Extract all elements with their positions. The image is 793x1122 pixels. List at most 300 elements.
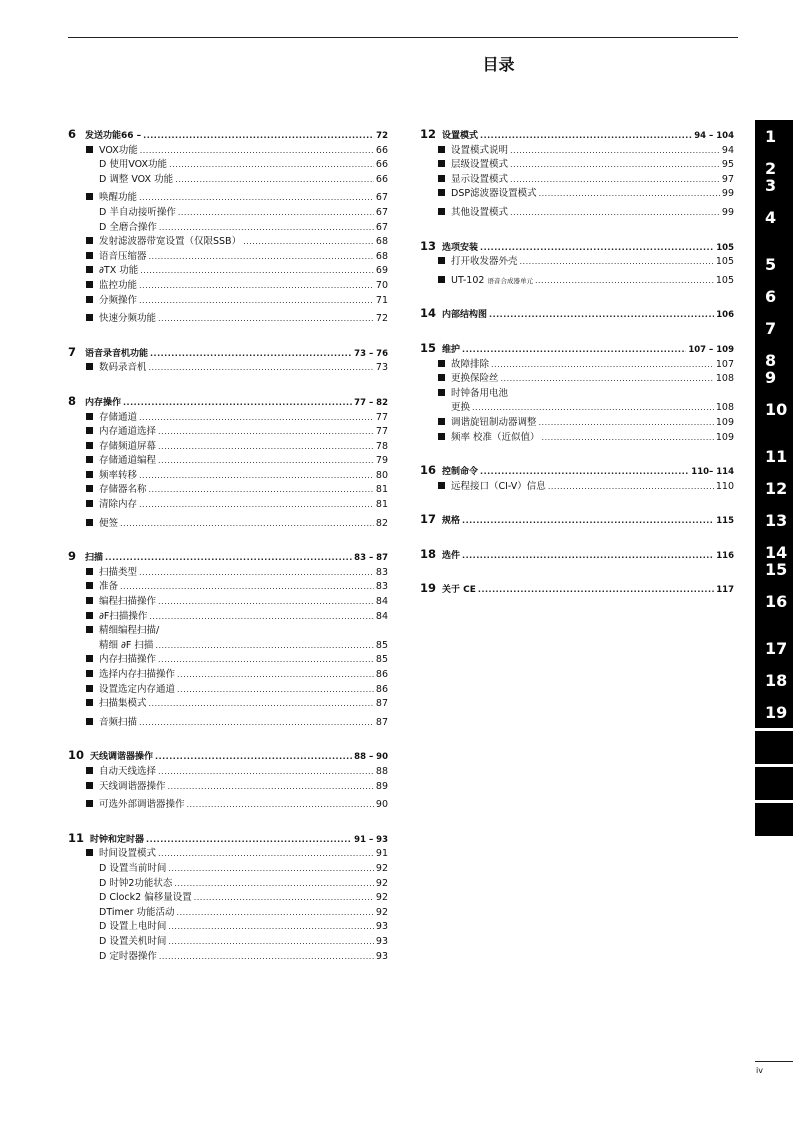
page-ref: 81 <box>375 499 388 511</box>
chapter-tab-17[interactable] <box>755 632 793 664</box>
dot-leader <box>175 173 374 188</box>
square-bullet-icon <box>86 456 93 463</box>
page-ref: 108 <box>715 373 734 385</box>
toc-entry[interactable] <box>68 264 388 279</box>
square-bullet-icon <box>86 597 93 604</box>
square-bullet-icon <box>86 626 93 633</box>
dot-leader <box>139 716 374 731</box>
square-bullet-icon <box>438 360 445 367</box>
entry-text: 监控功能 <box>99 279 138 291</box>
square-bullet-icon <box>86 582 93 589</box>
page-ref: 106 <box>716 310 734 321</box>
chapter-tab-label: 6 <box>765 287 777 306</box>
entry-text: ∂TX 功能 <box>99 265 139 277</box>
dot-leader <box>143 129 374 144</box>
toc-entry[interactable] <box>68 312 388 327</box>
toc-entry[interactable] <box>68 517 388 532</box>
chapter-tab-16[interactable] <box>755 592 793 632</box>
page-ref: 105 <box>715 256 734 268</box>
page-ref: 88 – 90 <box>354 752 388 763</box>
page-ref: 71 <box>375 294 388 306</box>
dot-leader <box>146 833 352 848</box>
toc-entry[interactable] <box>420 144 734 159</box>
section-number: 8 <box>68 393 77 408</box>
chapter-tab-label: 3 <box>765 176 777 195</box>
chapter-tabs <box>755 120 793 836</box>
square-bullet-icon <box>86 800 93 807</box>
toc-entry[interactable] <box>68 877 388 892</box>
page-ref: 93 <box>375 921 388 933</box>
chapter-tab-label: 14 <box>765 543 788 562</box>
toc-entry[interactable] <box>420 358 734 373</box>
dot-leader <box>194 891 374 906</box>
section-number: 18 <box>420 546 437 561</box>
section-title: 选项安装 <box>442 242 479 253</box>
entry-text: 设置模式说明 <box>451 144 509 156</box>
chapter-tab-label: 17 <box>765 639 788 658</box>
toc-entry[interactable] <box>68 683 388 698</box>
dot-leader <box>472 401 714 416</box>
toc-entry[interactable] <box>68 935 388 950</box>
dot-leader <box>140 264 374 279</box>
toc-section-entry[interactable] <box>420 463 734 480</box>
toc-section-entry[interactable] <box>68 748 388 765</box>
page-ref: 70 <box>375 279 388 291</box>
chapter-tab-1[interactable] <box>755 120 793 152</box>
toc-entry[interactable] <box>68 906 388 921</box>
entry-text: 精细 ∂F 扫描 <box>99 639 154 651</box>
square-bullet-icon <box>438 418 445 425</box>
square-bullet-icon <box>86 782 93 789</box>
spacer <box>68 730 388 748</box>
toc-section-entry[interactable] <box>420 341 734 358</box>
chapter-tab-label: 1 <box>765 127 777 146</box>
dot-leader <box>120 517 374 532</box>
dot-leader <box>168 935 374 950</box>
section-number: 11 <box>68 830 85 845</box>
page-ref: 95 <box>721 159 734 171</box>
page-ref: 80 <box>375 469 388 481</box>
toc-entry[interactable] <box>68 780 388 795</box>
square-bullet-icon <box>86 266 93 273</box>
entry-text: 扫描类型 <box>99 566 138 578</box>
square-bullet-icon <box>438 189 445 196</box>
toc-entry[interactable] <box>420 173 734 188</box>
square-bullet-icon <box>438 276 445 283</box>
page-ref: 84 <box>375 610 388 622</box>
section-number: 19 <box>420 581 437 596</box>
dot-leader <box>177 906 374 921</box>
square-bullet-icon <box>86 699 93 706</box>
page-ref: 66 <box>375 159 388 171</box>
dot-leader <box>149 250 374 265</box>
toc-entry[interactable] <box>68 144 388 159</box>
entry-text: 存储频道屏幕 <box>99 440 157 452</box>
page-ref: 83 <box>375 566 388 578</box>
toc-entry[interactable] <box>68 862 388 877</box>
entry-text: 天线调谐器操作 <box>99 780 166 792</box>
toc-entry[interactable] <box>68 610 388 625</box>
dot-leader <box>174 877 374 892</box>
page-ref: 93 <box>375 950 388 962</box>
entry-text: 时间设置模式 <box>99 848 157 860</box>
page-ref: 116 <box>716 550 734 561</box>
chapter-tab-label: 16 <box>765 592 788 611</box>
section-title: 发送功能66 – <box>85 131 142 141</box>
entry-text: 故障排除 <box>451 358 490 370</box>
chapter-tab-4[interactable] <box>755 208 793 248</box>
toc-entry[interactable] <box>68 411 388 426</box>
toc-entry[interactable] <box>420 206 734 221</box>
dot-leader <box>149 610 374 625</box>
section-title: 规格 <box>442 516 461 527</box>
page-ref: 66 <box>375 173 388 185</box>
square-bullet-icon <box>86 670 93 677</box>
square-bullet-icon <box>86 281 93 288</box>
page-ref: 67 <box>375 221 388 233</box>
chapter-tab-label: 10 <box>765 400 788 419</box>
page-title: 目录 <box>482 55 515 74</box>
page-ref: 87 <box>375 716 388 728</box>
page-ref: 109 <box>715 431 734 443</box>
square-bullet-icon <box>438 160 445 167</box>
toc-entry[interactable] <box>68 361 388 376</box>
entry-text: 便签 <box>99 517 119 529</box>
dot-leader <box>149 483 374 498</box>
chapter-tab-19[interactable] <box>755 696 793 728</box>
entry-text: 发射滤波器带宽设置（仅限SSB） <box>99 236 242 248</box>
toc-entry[interactable] <box>68 566 388 581</box>
chapter-tab-blank <box>755 731 793 764</box>
toc-section-entry[interactable] <box>68 345 388 362</box>
chapter-tab-7[interactable] <box>755 312 793 344</box>
toc-entry[interactable] <box>420 387 734 402</box>
entry-text: 清除内存 <box>99 499 138 511</box>
entry-text: 存储器名称 <box>99 484 147 496</box>
square-bullet-icon <box>86 767 93 774</box>
toc-section-entry[interactable] <box>68 394 388 411</box>
section-title: 设置模式 <box>442 131 479 141</box>
section-number: 12 <box>420 127 437 141</box>
toc-entry[interactable] <box>68 847 388 862</box>
entry-text: 频率转移 <box>99 469 138 481</box>
entry-text: 其他设置模式 <box>451 206 509 218</box>
toc-entry[interactable] <box>68 580 388 595</box>
toc-entry[interactable] <box>420 480 734 495</box>
page-number: iv <box>756 1066 763 1075</box>
page-ref: 84 <box>375 596 388 608</box>
entry-text: DSP滤波器设置模式 <box>451 188 537 200</box>
section-title: 内部结构图 <box>442 310 488 321</box>
page-ref: 73 – 76 <box>354 348 388 359</box>
toc-entry[interactable] <box>68 221 388 236</box>
section-title: 维护 <box>442 344 461 355</box>
page-ref: 109 <box>715 416 734 428</box>
square-bullet-icon <box>438 208 445 215</box>
dot-leader <box>155 639 373 654</box>
dot-leader <box>159 950 374 965</box>
top-rule <box>68 37 738 38</box>
page-ref: 99 <box>721 206 734 218</box>
spacer <box>420 529 734 547</box>
page-ref: 107 – 109 <box>688 344 734 355</box>
spacer <box>420 563 734 581</box>
dot-leader <box>139 566 374 581</box>
toc-section-entry[interactable] <box>68 831 388 848</box>
page-ref: 90 <box>375 799 388 811</box>
chapter-tab-label: 19 <box>765 703 788 722</box>
toc-entry[interactable] <box>68 469 388 484</box>
dot-leader <box>168 862 374 877</box>
dot-leader <box>158 595 374 610</box>
toc-entry[interactable] <box>420 255 734 270</box>
chapter-tab-10[interactable] <box>755 400 793 440</box>
page-ref: 85 <box>375 654 388 666</box>
toc-entry[interactable] <box>68 191 388 206</box>
toc-entry[interactable] <box>68 798 388 813</box>
dot-leader <box>139 469 374 484</box>
toc-section-entry[interactable] <box>420 306 734 323</box>
toc-entry[interactable] <box>420 187 734 202</box>
section-title: 语音录音机功能 <box>85 348 149 359</box>
entry-text: D 半自动接听操作 <box>99 206 176 218</box>
section-title: 时钟和定时器 <box>90 834 145 845</box>
chapter-tab-label: 18 <box>765 671 788 690</box>
entry-text: 准备 <box>99 581 119 593</box>
square-bullet-icon <box>86 314 93 321</box>
toc-entry[interactable] <box>68 454 388 469</box>
square-bullet-icon <box>86 485 93 492</box>
square-bullet-icon <box>438 146 445 153</box>
dot-leader <box>140 144 374 159</box>
entry-text: ∂F扫描操作 <box>99 610 148 622</box>
chapter-tab-label: 8 <box>765 351 777 370</box>
dot-leader <box>149 361 374 376</box>
dot-leader <box>478 583 714 598</box>
square-bullet-icon <box>86 685 93 692</box>
page-ref: 105 <box>715 274 734 286</box>
toc-section-entry[interactable] <box>420 581 734 598</box>
toc-entry[interactable] <box>68 294 388 309</box>
page-ref: 85 <box>375 639 388 651</box>
entry-text: 编程扫描操作 <box>99 596 157 608</box>
dot-leader <box>510 173 720 188</box>
chapter-tab-6[interactable] <box>755 280 793 312</box>
dot-leader <box>510 158 720 173</box>
entry-text: D 调整 VOX 功能 <box>99 173 174 185</box>
section-number: 15 <box>420 340 437 355</box>
page-ref: 73 <box>375 362 388 374</box>
dot-leader <box>491 358 714 373</box>
square-bullet-icon <box>86 146 93 153</box>
page-ref: 82 <box>375 517 388 529</box>
dot-leader <box>155 750 352 765</box>
toc-entry[interactable] <box>68 158 388 173</box>
toc-entry[interactable] <box>420 372 734 387</box>
entry-text: 语音压缩器 <box>99 250 147 262</box>
section-number: 14 <box>420 306 437 321</box>
dot-leader <box>178 206 374 221</box>
entry-text: 远程接口（CI-V）信息 <box>451 480 546 492</box>
chapter-tab-label: 4 <box>765 208 777 227</box>
toc-entry[interactable] <box>68 765 388 780</box>
page-ref: 92 <box>375 877 388 889</box>
spacer <box>68 531 388 549</box>
page-ref: 107 <box>715 358 734 370</box>
toc-entry[interactable] <box>68 206 388 221</box>
toc-entry[interactable] <box>68 595 388 610</box>
section-title: 选件 <box>442 550 461 561</box>
dot-leader <box>520 255 714 270</box>
entry-text: 调谐旋钮制动器调整 <box>451 416 537 428</box>
chapter-tab-label: 11 <box>765 447 788 466</box>
spacer <box>420 221 734 239</box>
page-ref: 91 <box>375 848 388 860</box>
page-ref: 99 <box>721 188 734 200</box>
toc-section-entry[interactable] <box>420 512 734 529</box>
toc-section-entry[interactable] <box>420 547 734 564</box>
toc-section-entry[interactable] <box>68 127 388 144</box>
dot-leader <box>480 129 692 144</box>
section-number: 9 <box>68 549 77 564</box>
toc-entry[interactable] <box>420 431 734 446</box>
page-ref: 77 <box>375 426 388 438</box>
square-bullet-icon <box>86 500 93 507</box>
page-ref: 92 <box>375 862 388 874</box>
entry-text: 精细编程扫描/ <box>99 625 160 637</box>
toc-entry[interactable] <box>68 920 388 935</box>
spacer <box>420 323 734 341</box>
dot-leader <box>187 798 374 813</box>
dot-leader <box>539 416 714 431</box>
page-ref: 88 <box>375 765 388 777</box>
page-ref: 110 <box>715 480 734 492</box>
section-number: 16 <box>420 463 437 478</box>
toc-entry[interactable] <box>68 425 388 440</box>
chapter-tab-label: 5 <box>765 255 777 274</box>
toc-entry[interactable] <box>68 891 388 906</box>
page-ref: 78 <box>375 440 388 452</box>
spacer <box>68 813 388 831</box>
page-ref: 79 <box>375 455 388 467</box>
spacer <box>420 288 734 306</box>
page-ref: 91 – 93 <box>354 834 388 845</box>
entry-text: 设置选定内存通道 <box>99 683 176 695</box>
chapter-tab-11[interactable] <box>755 440 793 472</box>
page-ref: 67 <box>375 192 388 204</box>
dot-leader <box>105 551 352 566</box>
toc-entry[interactable] <box>420 158 734 173</box>
entry-text: D Clock2 偏移量设置 <box>99 892 192 904</box>
chapter-tab-13[interactable] <box>755 504 793 536</box>
square-bullet-icon <box>86 849 93 856</box>
page-ref: 72 <box>375 313 388 325</box>
entry-subtext: 语音合成器单元 <box>487 276 533 285</box>
entry-text: 扫描集模式 <box>99 698 147 710</box>
chapter-tab-label: 15 <box>765 560 788 579</box>
entry-text: 选择内存扫描操作 <box>99 669 176 680</box>
page-ref: 94 <box>721 144 734 156</box>
dot-leader <box>462 514 714 529</box>
page-ref: 117 <box>716 585 734 596</box>
square-bullet-icon <box>438 175 445 182</box>
square-bullet-icon <box>86 655 93 662</box>
entry-text: UT-102 <box>451 274 485 286</box>
dot-leader <box>123 396 352 411</box>
toc-section-entry[interactable] <box>420 239 734 256</box>
toc-section-entry[interactable] <box>420 127 734 144</box>
entry-text: 打开收发器外壳 <box>451 256 518 268</box>
dot-leader <box>158 765 374 780</box>
entry-text: D 设置关机时间 <box>99 935 167 947</box>
dot-leader <box>489 308 714 323</box>
chapter-tab-5[interactable] <box>755 248 793 280</box>
entry-text: 时钟备用电池 <box>451 387 509 399</box>
spacer <box>68 376 388 394</box>
toc-entry[interactable] <box>68 483 388 498</box>
toc-entry[interactable] <box>68 950 388 965</box>
entry-text: D 全磨合操作 <box>99 221 157 233</box>
entry-text: D 设置当前时间 <box>99 862 167 874</box>
chapter-tab-12[interactable] <box>755 472 793 504</box>
entry-text: D 时钟2功能状态 <box>99 877 173 889</box>
toc-entry[interactable] <box>420 416 734 431</box>
toc-entry[interactable] <box>420 401 734 416</box>
page-ref: 77 <box>375 411 388 423</box>
page-ref: 92 <box>375 906 388 918</box>
dot-leader <box>149 697 374 712</box>
square-bullet-icon <box>86 363 93 370</box>
chapter-tab-blank <box>755 767 793 800</box>
square-bullet-icon <box>86 471 93 478</box>
page-ref: 94 – 104 <box>694 131 734 141</box>
dot-leader <box>535 274 714 289</box>
toc-entry[interactable] <box>420 274 734 289</box>
toc-entry[interactable] <box>68 716 388 731</box>
toc-entry[interactable] <box>68 668 388 683</box>
chapter-tab-18[interactable] <box>755 664 793 696</box>
toc-entry[interactable] <box>68 697 388 712</box>
entry-text: 频率 校准（近似值） <box>451 431 540 443</box>
entry-text: 存储通道编程 <box>99 455 157 467</box>
toc-entry[interactable] <box>68 653 388 668</box>
toc-entry[interactable] <box>68 279 388 294</box>
toc-entry[interactable] <box>68 639 388 654</box>
page-ref: 67 <box>375 206 388 218</box>
toc-entry[interactable] <box>68 235 388 250</box>
toc-entry[interactable] <box>68 250 388 265</box>
section-number: 10 <box>68 748 85 763</box>
toc-entry[interactable] <box>68 173 388 188</box>
dot-leader <box>168 780 374 795</box>
entry-text: 唤醒功能 <box>99 192 138 204</box>
dot-leader <box>158 653 374 668</box>
dot-leader <box>158 454 374 469</box>
chapter-tab-label: 12 <box>765 479 788 498</box>
section-number: 17 <box>420 512 437 527</box>
toc-entry[interactable] <box>68 440 388 455</box>
dot-leader <box>158 425 374 440</box>
toc-section-entry[interactable] <box>68 549 388 566</box>
dot-leader <box>462 343 686 358</box>
dot-leader <box>139 294 374 309</box>
toc-entry[interactable] <box>68 498 388 513</box>
square-bullet-icon <box>86 442 93 449</box>
square-bullet-icon <box>86 568 93 575</box>
toc-entry[interactable] <box>68 624 388 639</box>
toc-left-column <box>68 127 388 964</box>
square-bullet-icon <box>86 237 93 244</box>
